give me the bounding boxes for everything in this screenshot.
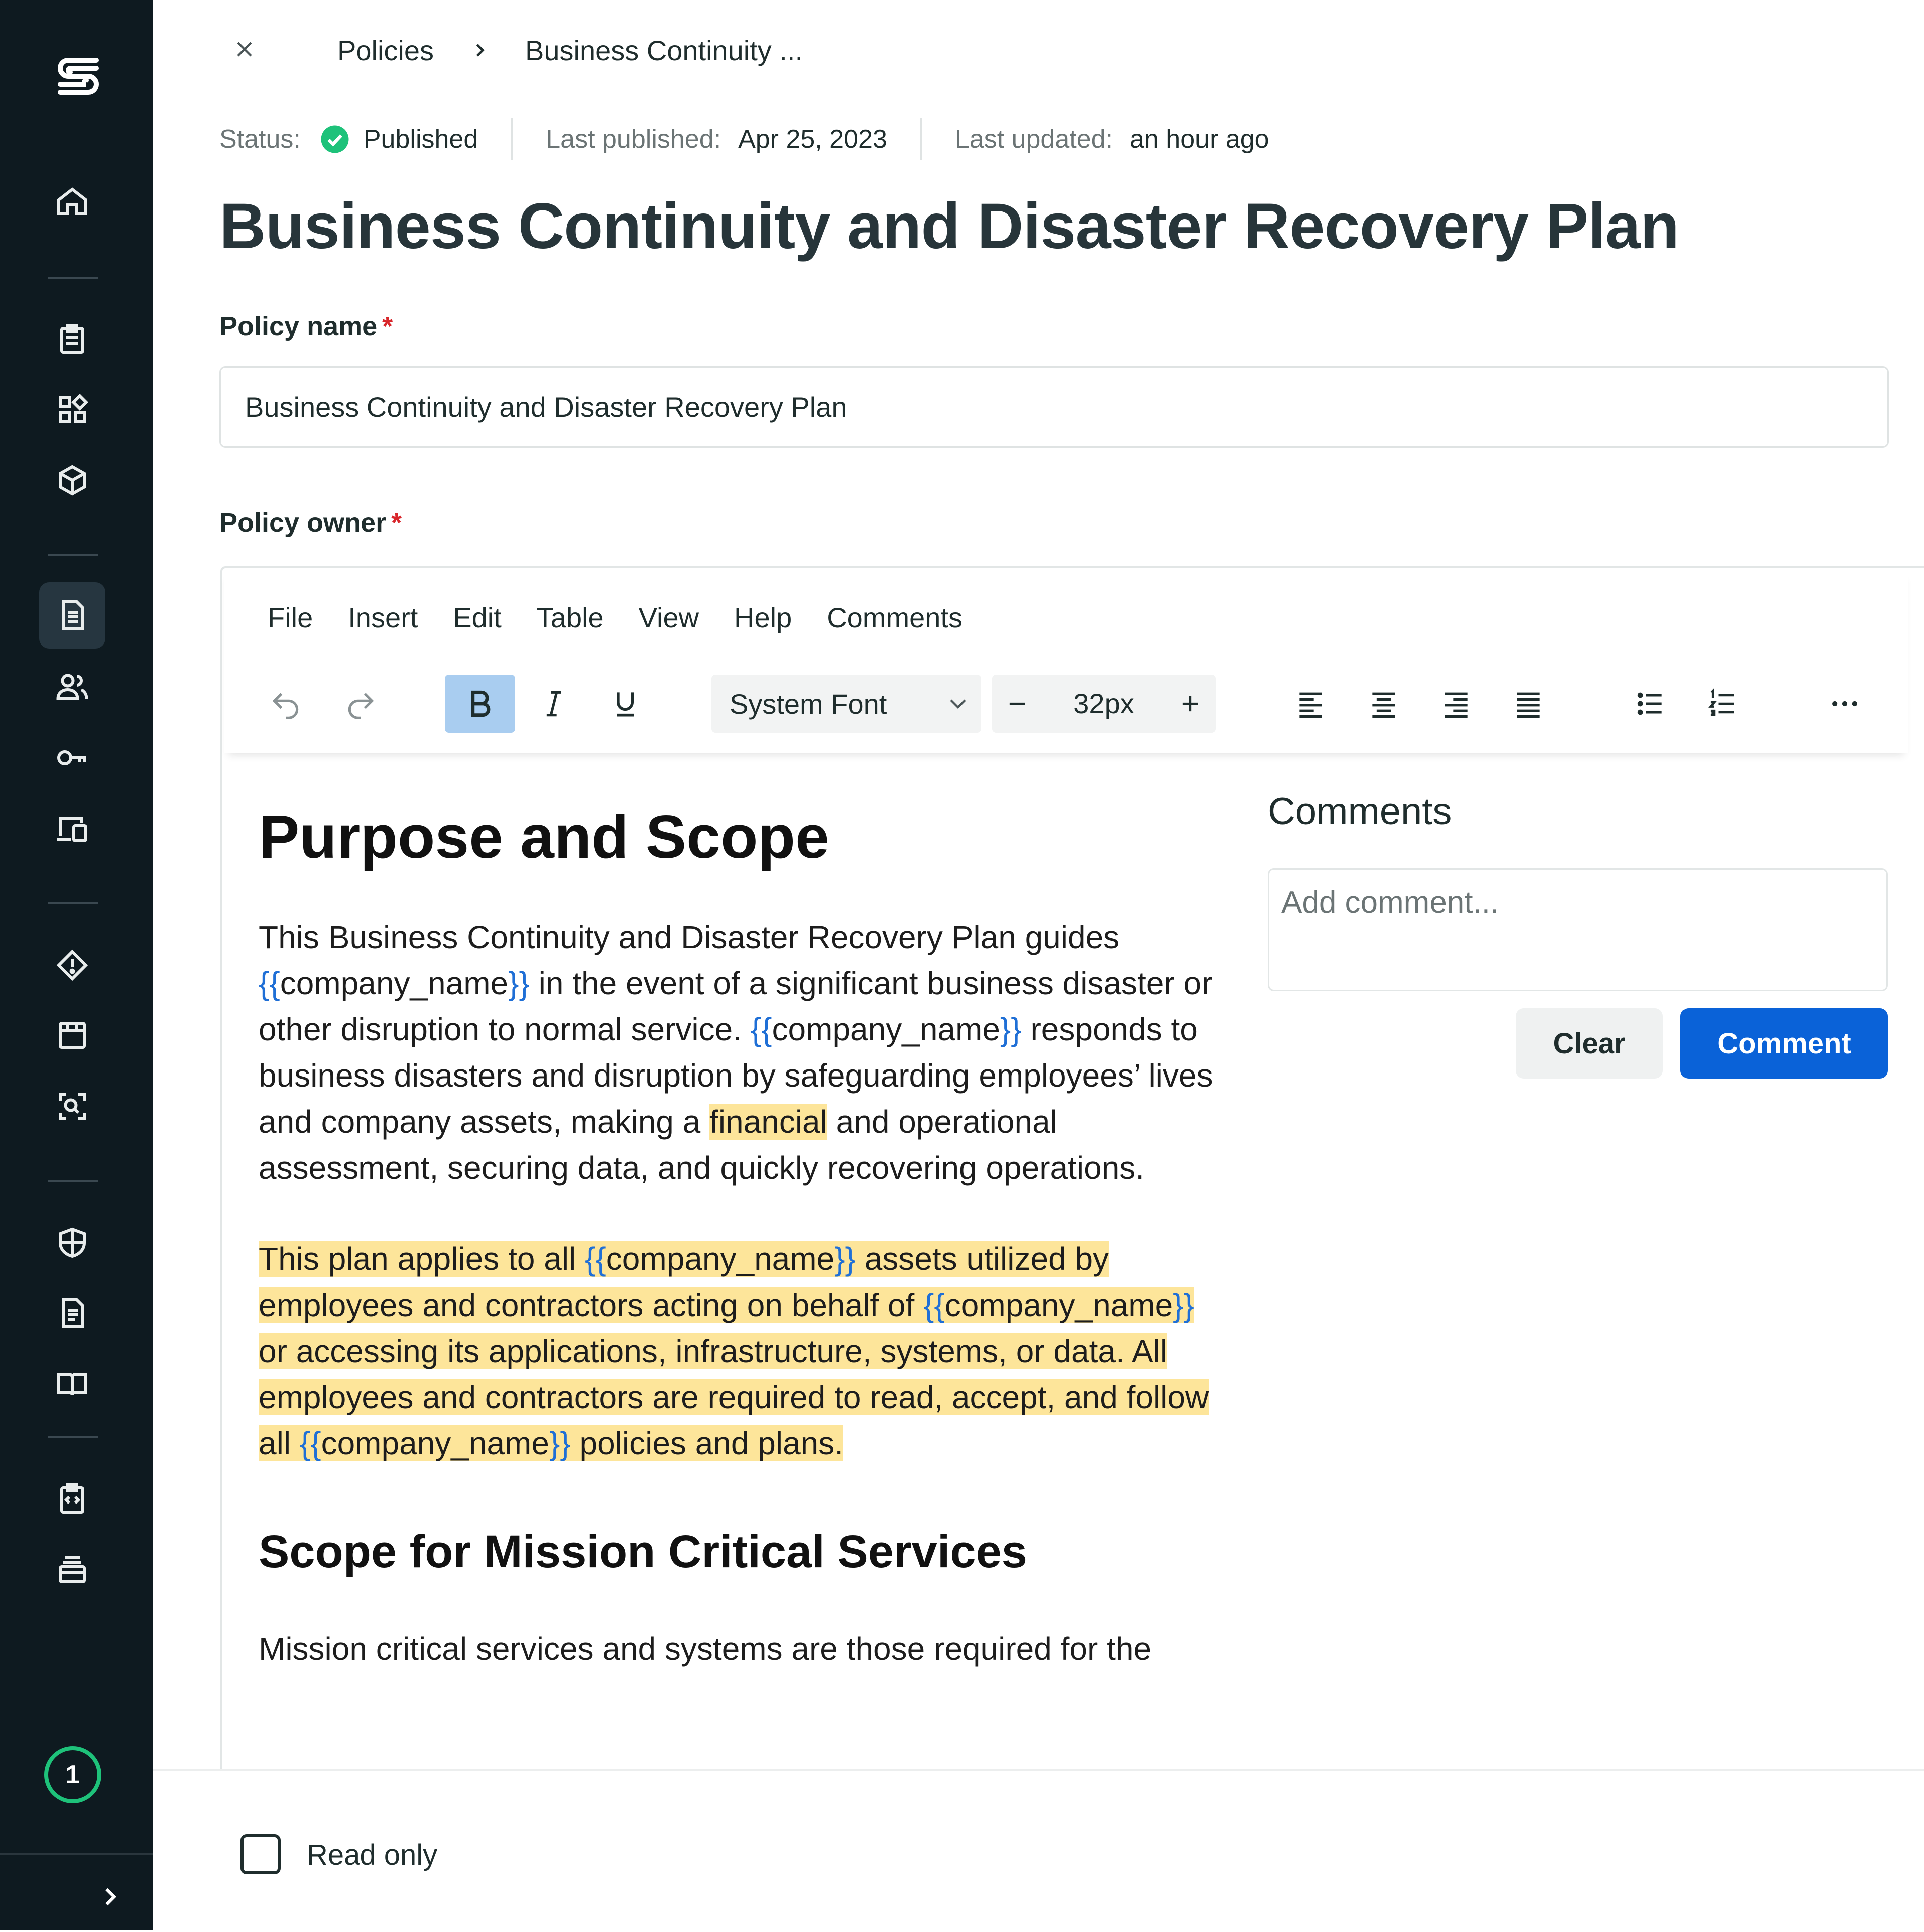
paragraph-purpose	[259, 914, 1226, 1191]
menu-comments[interactable]: Comments	[827, 602, 963, 633]
logo-icon[interactable]	[50, 50, 106, 106]
heading-purpose-and-scope: Purpose and Scope	[259, 803, 829, 871]
italic-button[interactable]	[529, 675, 579, 733]
code-icon[interactable]	[39, 1465, 105, 1532]
align-left-icon	[1294, 687, 1328, 721]
archive-icon[interactable]	[39, 1537, 105, 1603]
status-row	[219, 118, 1269, 160]
decrease-font-size-button[interactable]	[992, 675, 1042, 733]
close-brace: }}	[549, 1425, 571, 1461]
redo-button[interactable]	[336, 675, 386, 733]
read-only-label: Read only	[307, 1839, 438, 1871]
align-center-icon	[1367, 687, 1401, 721]
key-icon[interactable]	[39, 725, 105, 791]
align-justify-button[interactable]	[1503, 675, 1553, 733]
expand-sidebar-icon[interactable]	[90, 1877, 130, 1917]
minus-icon	[1004, 691, 1030, 717]
open-brace: {{	[585, 1241, 606, 1277]
close-button[interactable]	[224, 30, 265, 70]
close-brace: }}	[834, 1241, 856, 1277]
menu-insert[interactable]: Insert	[348, 602, 418, 633]
comments-panel	[1268, 787, 1889, 1060]
align-left-button[interactable]	[1286, 675, 1336, 733]
scan-icon[interactable]	[39, 1074, 105, 1140]
box-icon[interactable]	[39, 447, 105, 513]
undo-button[interactable]	[261, 675, 311, 733]
close-brace: }}	[1000, 1011, 1022, 1047]
page-title: Business Continuity and Disaster Recovery Plan	[219, 190, 1679, 262]
align-justify-icon	[1511, 687, 1545, 721]
progress-badge[interactable]	[44, 1746, 101, 1803]
read-only-checkbox[interactable]	[241, 1834, 281, 1874]
open-brace: {{	[299, 1425, 321, 1461]
font-family-select[interactable]	[711, 675, 981, 733]
status-value: Published	[363, 125, 478, 154]
risk-icon[interactable]	[39, 932, 105, 998]
align-center-button[interactable]	[1359, 675, 1409, 733]
close-brace: }}	[508, 965, 530, 1001]
text-span: assets utilized by employees and contractors acting on behalf of	[259, 1241, 1109, 1323]
chevron-down-icon	[944, 690, 972, 718]
document-icon[interactable]	[39, 582, 105, 649]
breadcrumb-chevron-icon	[469, 39, 491, 61]
open-brace: {{	[923, 1287, 945, 1323]
variable-company-name: company_name	[944, 1287, 1173, 1323]
home-icon[interactable]	[39, 168, 105, 235]
required-asterisk: *	[391, 508, 402, 538]
shield-icon[interactable]	[39, 1210, 105, 1276]
close-brace: }}	[1173, 1287, 1194, 1323]
bullet-list-icon	[1633, 687, 1667, 721]
numbered-list-button[interactable]	[1698, 675, 1748, 733]
editor-menubar	[268, 601, 998, 634]
text-span: responds to business disasters and disruption by safeguarding employees’ lives and company assets, making a	[259, 1011, 1213, 1140]
highlighted-text[interactable]: financial	[709, 1104, 827, 1140]
variable-company-name: company_name	[772, 1011, 1000, 1047]
devices-icon[interactable]	[39, 796, 105, 862]
more-options-button[interactable]	[1820, 675, 1870, 733]
paragraph-applies	[259, 1236, 1226, 1466]
policy-name-label-text: Policy name	[219, 311, 378, 341]
paragraph-mission-critical: Mission critical services and systems are those required for the	[259, 1631, 1152, 1667]
heading-mission-critical: Scope for Mission Critical Services	[259, 1526, 1027, 1577]
status-label: Status:	[219, 125, 301, 154]
variable-company-name: company_name	[321, 1425, 549, 1461]
align-right-button[interactable]	[1431, 675, 1481, 733]
last-updated-value: an hour ago	[1130, 125, 1269, 154]
underline-button[interactable]	[600, 675, 650, 733]
policy-name-label	[219, 311, 393, 342]
text-span: This plan applies to all	[259, 1241, 585, 1277]
comment-button[interactable]: Comment	[1680, 1008, 1888, 1079]
numbered-list-icon	[1706, 687, 1740, 721]
last-updated-label: Last updated:	[954, 125, 1113, 154]
grid-icon[interactable]	[39, 377, 105, 443]
menu-view[interactable]: View	[638, 602, 699, 633]
clipboard-icon[interactable]	[39, 306, 105, 372]
badge-count: 1	[65, 1760, 80, 1789]
menu-help[interactable]: Help	[734, 602, 792, 633]
policy-owner-label-text: Policy owner	[219, 508, 387, 538]
add-comment-input[interactable]	[1268, 868, 1888, 991]
font-family-value: System Font	[730, 688, 887, 720]
users-icon[interactable]	[39, 654, 105, 720]
underline-icon	[608, 687, 642, 721]
menu-table[interactable]: Table	[536, 602, 604, 633]
bullet-list-button[interactable]	[1625, 675, 1675, 733]
open-brace: {{	[259, 965, 280, 1001]
undo-icon	[269, 687, 303, 721]
comments-title: Comments	[1268, 790, 1452, 833]
menu-file[interactable]: File	[268, 602, 313, 633]
clear-button[interactable]: Clear	[1516, 1008, 1663, 1079]
bold-icon	[463, 687, 497, 721]
text-span: This Business Continuity and Disaster Recovery Plan guides	[259, 919, 1120, 955]
increase-font-size-button[interactable]	[1165, 675, 1216, 733]
book-icon[interactable]	[39, 1350, 105, 1416]
document-content[interactable]	[259, 787, 1226, 1769]
open-brace: {{	[750, 1011, 772, 1047]
font-size-value[interactable]: 32px	[1073, 688, 1134, 719]
breadcrumb-current: Business Continuity ...	[525, 35, 803, 66]
store-icon[interactable]	[39, 1002, 105, 1068]
file-text-icon[interactable]	[39, 1280, 105, 1346]
required-asterisk: *	[382, 311, 393, 341]
text-span: in the event of a significant business disaster or other disruption to normal service.	[259, 965, 1213, 1047]
text-span: or accessing its applications, infrastructure, systems, or data. All employees and contractors are required to read, accept, and follow all	[259, 1333, 1209, 1461]
last-published-label: Last published:	[546, 125, 722, 154]
last-published-value: Apr 25, 2023	[738, 125, 887, 154]
breadcrumb-policies[interactable]: Policies	[337, 35, 434, 66]
sidebar	[0, 0, 153, 1930]
italic-icon	[537, 687, 571, 721]
variable-company-name: company_name	[606, 1241, 835, 1277]
variable-company-name: company_name	[280, 965, 509, 1001]
text-span: and operational assessment, securing data, and quickly recovering operations.	[259, 1104, 1145, 1186]
close-icon	[231, 36, 258, 65]
policy-owner-label	[219, 507, 402, 538]
plus-icon	[1177, 691, 1204, 717]
font-size-control	[992, 675, 1216, 733]
more-horizontal-icon	[1828, 687, 1862, 721]
bold-button[interactable]	[445, 675, 515, 733]
menu-edit[interactable]: Edit	[453, 602, 502, 633]
check-circle-icon	[320, 124, 350, 154]
redo-icon	[344, 687, 378, 721]
text-span: policies and plans.	[570, 1425, 844, 1461]
align-right-icon	[1439, 687, 1473, 721]
policy-name-input[interactable]	[219, 366, 1889, 448]
